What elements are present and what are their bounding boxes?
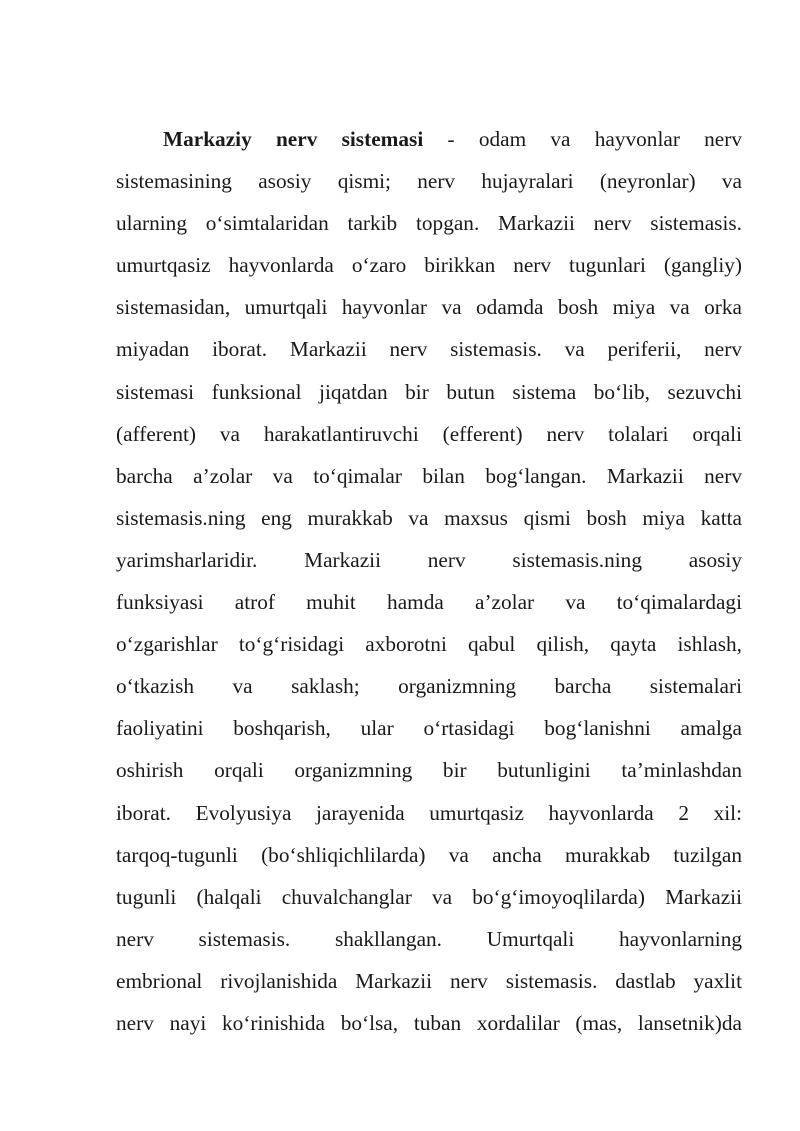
text-line: funksiyasi atrof muhit hamda a’zolar va to‘qimalardagi [116,590,742,615]
text-line: umurtqasiz hayvonlarda o‘zaro birikkan nerv tugunlari (gangliy) [116,253,742,278]
body-paragraph [116,118,742,1044]
text-line: sistemasis.ning eng murakkab va maxsus qismi bosh miya katta [116,505,742,530]
text-line: faoliyatini boshqarish, ular o‘rtasidagi bog‘lanishni amalga [116,716,742,741]
text-line: barcha a’zolar va to‘qimalar bilan bog‘langan. Markazii nerv [116,463,742,488]
text-line: oshirish orqali organizmning bir butunligini ta’minlashdan [116,758,742,783]
text-line: embrional rivojlanishida Markazii nerv sistemasis. dastlab yaxlit [116,968,742,993]
text-line: sistemasidan, umurtqali hayvonlar va odamda bosh miya va orka [116,295,742,320]
text-line: o‘tkazish va saklash; organizmning barcha sistemalari [116,674,742,699]
text-line: ularning o‘simtalaridan tarkib topgan. Markazii nerv sistemasis. [116,211,742,236]
text-line: iborat. Evolyusiya jarayenida umurtqasiz hayvonlarda 2 xil: [116,800,742,825]
text-line: o‘zgarishlar to‘g‘risidagi axborotni qabul qilish, qayta ishlash, [116,632,742,657]
text-line: tarqoq-tugunli (bo‘shliqichlilarda) va ancha murakkab tuzilgan [116,842,742,867]
text-line: tugunli (halqali chuvalchanglar va bo‘g‘imoyoqlilarda) Markazii [116,884,742,909]
first-line-text: - odam va hayvonlar nerv [423,127,742,151]
text-line: nerv nayi ko‘rinishida bo‘lsa, tuban xordalilar (mas, lansetnik)da [116,1010,742,1035]
text-line: sistemasining asosiy qismi; nerv hujayralari (neyronlar) va [116,169,742,194]
text-line: sistemasi funksional jiqatdan bir butun sistema bo‘lib, sezuvchi [116,379,742,404]
defined-term: Markaziy nerv sistemasi [163,127,424,151]
paragraph-first-line [116,118,742,160]
text-line: nerv sistemasis. shakllangan. Umurtqali hayvonlarning [116,926,742,951]
text-line: yarimsharlaridir. Markazii nerv sistemasis.ning asosiy [116,547,742,572]
text-line: (afferent) va harakatlantiruvchi (efferent) nerv tolalari orqali [116,421,742,446]
text-line: miyadan iborat. Markazii nerv sistemasis. va periferii, nerv [116,337,742,362]
